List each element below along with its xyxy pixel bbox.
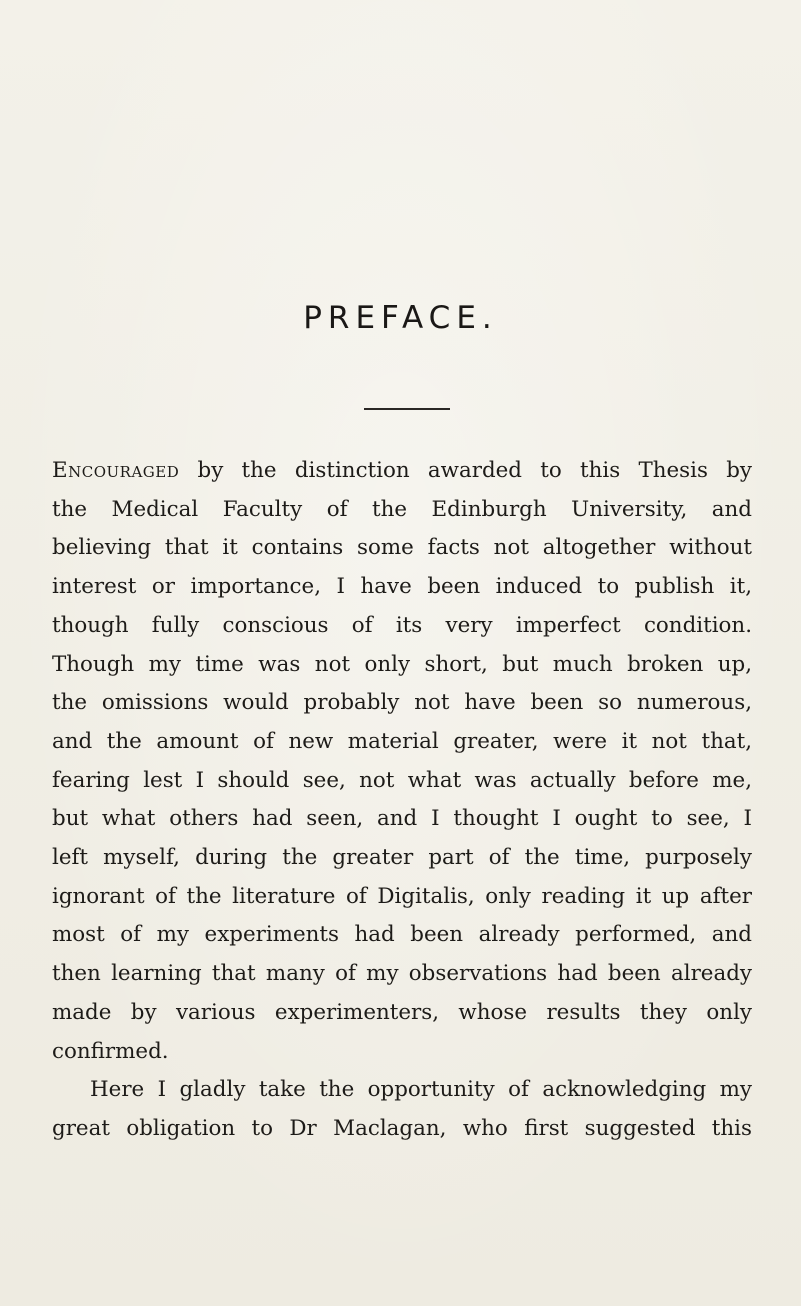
lead-word: Encouraged <box>52 458 180 483</box>
text-line: but what others had seen, and I thought I ought to see, I <box>52 806 752 832</box>
text-line: believing that it contains some facts not altogether without <box>52 535 752 561</box>
text-line: Though my time was not only short, but much broken up, <box>52 651 752 677</box>
text-line: then learning that many of my observations had been already <box>52 961 752 987</box>
text-line <box>52 452 752 491</box>
page-title: PREFACE. <box>303 300 498 336</box>
preface-text <box>52 452 752 1149</box>
text-line: made by various experimenters, whose results they only <box>52 999 752 1025</box>
text-line: though fully conscious of its very imperfect condition. <box>52 612 752 638</box>
text-line: fearing lest I should see, not what was actually before me, <box>52 767 752 793</box>
text-line: the omissions would probably not have been so numerous, <box>52 690 752 716</box>
text-line: Here I gladly take the opportunity of acknowledging my <box>90 1077 752 1103</box>
text-line: and the amount of new material greater, were it not that, <box>52 728 752 754</box>
line-text: by the distinction awarded to this Thesis by <box>197 458 752 483</box>
title-rule <box>364 408 450 410</box>
text-line: left myself, during the greater part of the time, purposely <box>52 845 752 871</box>
text-line: the Medical Faculty of the Edinburgh University, and <box>52 496 752 522</box>
text-line: most of my experiments had been already performed, and <box>52 922 752 948</box>
text-line: ignorant of the literature of Digitalis, only reading it up after <box>52 883 752 909</box>
text-line: great obligation to Dr Maclagan, who first suggested this <box>52 1115 752 1141</box>
text-line: confirmed. <box>52 1038 169 1064</box>
text-line: interest or importance, I have been induced to publish it, <box>52 574 752 600</box>
